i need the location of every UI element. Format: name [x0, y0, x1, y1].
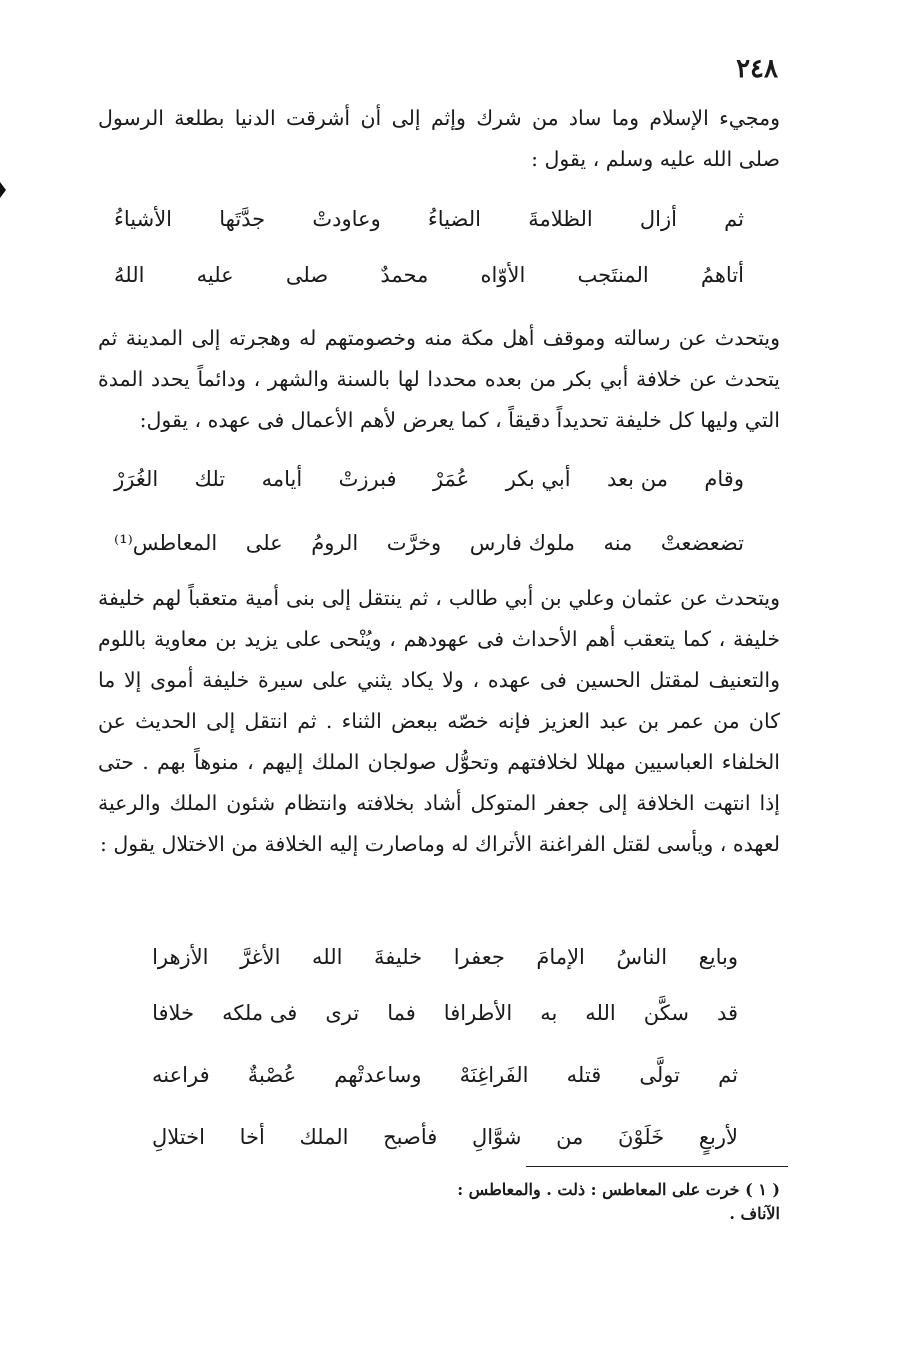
verse-word: الظلامةَ	[528, 207, 593, 231]
verse-word: تولَّى	[639, 1063, 681, 1087]
verse-word: منه	[603, 531, 633, 555]
verse-word: ترى	[325, 1001, 360, 1025]
verse-4	[114, 514, 744, 572]
verse-3	[114, 450, 744, 508]
verse-word: ثم	[724, 207, 744, 231]
verse-word: عُصْبةٌ	[247, 1063, 297, 1087]
verse-word: عليه	[196, 263, 234, 287]
verse-word: به	[540, 1001, 558, 1025]
verse-word: سكَّن	[643, 1001, 689, 1025]
verse-word: فبرزتْ	[338, 467, 397, 491]
verse-word: عُمَرْ	[432, 467, 470, 491]
margin-mark	[0, 182, 6, 198]
verse-word: فما	[387, 1001, 416, 1025]
verse-word: جدَّتَها	[219, 207, 266, 231]
verse-word: أتاهمُ	[700, 263, 744, 287]
verse-word: الغُرَرْ	[114, 467, 159, 491]
paragraph-2: ويتحدث عن رسالته وموقف أهل مكة منه وخصومتهم له وهجرته إلى المدينة ثم يتحدث عن خلافة أبي بكر من بعده محددا لها بالسنة والشهر ، ودائماً يحدد المدة التي وليها كل خليفة تحديداً دقيقاً ، كما يعرض لأهم الأعمال فى عهده ، يقول:	[98, 326, 780, 432]
verse-word: فراعنه	[152, 1063, 210, 1087]
footnote: ( ١ ) خرت على المعاطس : ذلت . والمعاطس : الآناف .	[457, 1180, 780, 1223]
verse-word: ثم	[718, 1063, 738, 1087]
verse-word: الناسُ	[616, 945, 668, 969]
verse-word: وبايع	[698, 945, 738, 969]
verse-word: وساعدتْهم	[334, 1063, 422, 1087]
verse-word: الرومُ	[311, 531, 359, 555]
verse-word: الأطرافا	[443, 1001, 513, 1025]
verse-word: شوَّالِ	[471, 1125, 522, 1149]
verse-word: فأصبح	[383, 1125, 438, 1149]
verse-word: وقام	[704, 467, 744, 491]
verse-5	[152, 928, 738, 986]
verse-word: أيامه	[261, 467, 303, 491]
verse-word: أزال	[639, 207, 677, 231]
verse-word: اختلالِ	[152, 1125, 205, 1149]
verse-word: خليفةَ	[374, 945, 423, 969]
verse-word: المنتَجب	[577, 263, 649, 287]
paragraph-1: ومجيء الإسلام وما ساد من شرك وإثم إلى أن أشرقت الدنيا بطلعة الرسول صلى الله عليه وسلم ، يقول :	[98, 106, 780, 171]
verse-word: الضياءُ	[427, 207, 481, 231]
verse-word: جعفرا	[453, 945, 505, 969]
verse-word: صلى	[285, 263, 329, 287]
verse-word: ملوك فارس	[469, 531, 575, 555]
verse-2	[114, 246, 744, 304]
verse-word: الملك	[299, 1125, 349, 1149]
verse-word: الأشياءُ	[114, 207, 173, 231]
verse-word: المعاطس⁽¹⁾	[114, 531, 218, 555]
footnote-divider	[526, 1166, 788, 1167]
verse-word: لأربعٍ	[698, 1125, 738, 1149]
verse-7	[152, 1046, 738, 1104]
verse-1	[114, 190, 744, 248]
verse-word: من بعد	[607, 467, 668, 491]
verse-word: خَلَوْنَ	[618, 1125, 665, 1149]
verse-word: تلك	[194, 467, 226, 491]
verse-word: أبي بكر	[505, 467, 571, 491]
verse-word: قتله	[566, 1063, 602, 1087]
verse-word: فى ملكه	[222, 1001, 298, 1025]
verse-word: خلافا	[152, 1001, 195, 1025]
verse-word: من	[556, 1125, 584, 1149]
verse-word: الله	[312, 945, 343, 969]
verse-word: الإمامَ	[536, 945, 585, 969]
verse-word: على	[245, 531, 283, 555]
verse-word: وعاودتْ	[312, 207, 381, 231]
verse-word: قد	[716, 1001, 738, 1025]
verse-word: الأوّاه	[480, 263, 526, 287]
verse-6	[152, 984, 738, 1042]
verse-word: الله	[585, 1001, 616, 1025]
verse-word: أخا	[239, 1125, 265, 1149]
paragraph-3: ويتحدث عن عثمان وعلي بن أبي طالب ، ثم ينتقل إلى بنى أمية متعقباً لهم خليفة خليفة ، كما يتعقب أهم الأحداث فى عهودهم ، ويُنْحى على يزيد بن معاوية باللوم والتعنيف لمقتل الحسين فى عهده ، ولا يكاد يثني على سيرة خليفة أموى إلا ما كان من عمر بن عبد العزيز فإنه خصّه ببعض الثناء . ثم انتقل إلى الحديث عن الخلفاء العباسيين مهللا لخلافتهم وتحوُّل صولجان الملك إليهم ، منوهاً بهم . حتى إذا انتهت الخلافة إلى جعفر المتوكل أشاد بخلافته وانتظام شئون الملك والرعية لعهده ، ويأسى لقتل الفراغنة الأتراك له وماصارت إليه الخلافة من الاختلال يقول :	[98, 586, 780, 856]
verse-word: تضعضعتْ	[660, 531, 744, 555]
verse-word: الفَراغِنَهْ	[459, 1063, 529, 1087]
page-number: ٢٤٨	[736, 54, 778, 84]
verse-8	[152, 1108, 738, 1166]
verse-word: اللهُ	[114, 263, 145, 287]
verse-word: الأزهرا	[152, 945, 209, 969]
verse-word: الأغرَّ	[240, 945, 281, 969]
verse-word: وخرَّت	[386, 531, 442, 555]
verse-word: محمدٌ	[380, 263, 429, 287]
